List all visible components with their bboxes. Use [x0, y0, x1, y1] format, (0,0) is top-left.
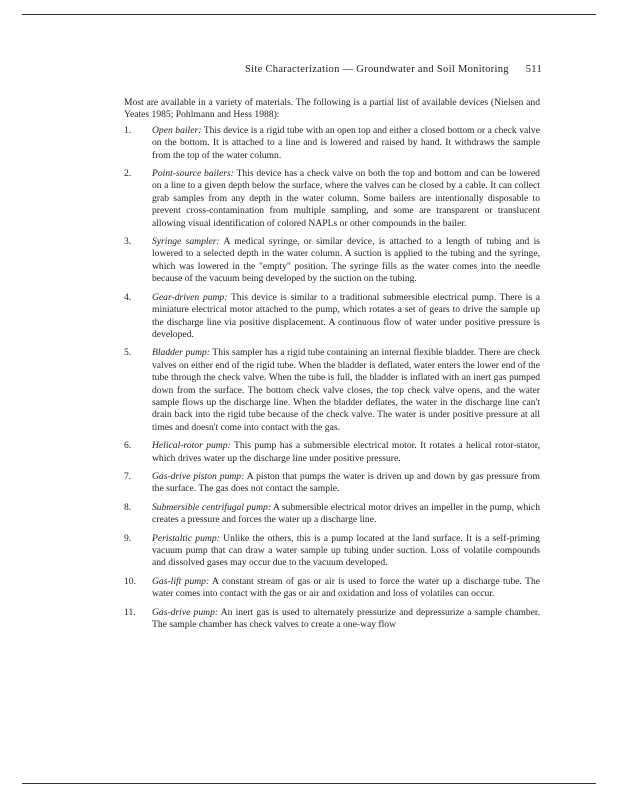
page-body [124, 97, 540, 637]
list-item-term: Gas-lift pump: [152, 575, 210, 587]
list-item [124, 125, 540, 162]
list-item-text: A submersible electrical motor drives an impeller in the pump, which creates a pressure and forces the water up a discharge line. [152, 501, 540, 526]
list-item-text: Unlike the others, this is a pump located at the land surface. It is a self-priming vacuum pump that can draw a water sample up tubing under suction. Loss of volatile compounds and dissolved gases may occur due to the vacuum developed. [152, 532, 540, 569]
list-item [124, 236, 540, 286]
list-item-number: 8. [124, 501, 132, 513]
list-item [124, 576, 540, 601]
top-rule [22, 14, 596, 15]
list-item-text: This device is similar to a traditional submersible electrical pump. There is a miniature electrical motor attached to the pump, which rotates a set of gears to drive the sample up the discharge line via positive displacement. A continuous flow of water under positive pressure is developed. [152, 291, 540, 340]
running-head [245, 64, 542, 75]
list-item-text: This pump has a submersible electrical motor. It rotates a helical rotor-stator, which drives water up the discharge line under positive pressure. [152, 440, 540, 464]
list-item-term: Gas-drive piston pump: [152, 470, 245, 482]
running-head-title: Site Characterization — Groundwater and Soil Monitoring [245, 64, 509, 75]
list-item-term: Helical-rotor pump: [152, 440, 231, 452]
list-item [124, 471, 540, 496]
sampling-device-list [124, 125, 540, 632]
list-item-number: 6. [124, 440, 132, 452]
list-item-term: Point-source bailers: [152, 168, 234, 180]
list-item-number: 1. [124, 124, 132, 136]
list-item [124, 607, 540, 632]
list-item-number: 11. [124, 606, 136, 618]
list-item [124, 168, 540, 230]
list-item-term: Peristaltic pump: [152, 532, 220, 544]
list-item [124, 533, 540, 570]
list-item-number: 10. [124, 575, 136, 587]
list-item-text: This sampler has a rigid tube containing an internal flexible bladder. There are check valves on either end of the rigid tube. When the bladder is deflated, water enters the lower end of the tube through the check valve. When the tube is full, the bladder is inflated with an inert gas pumped down from the surface. The bottom check valve closes, the top check valve opens, and the water sample flows up the discharge line. When the bladder deflates, the water in the discharge line can't drain back into the rigid tube because of the check valve. The water is under positive pressure at all times and doesn't come into contact with the gas. [152, 347, 540, 433]
list-item-number: 2. [124, 168, 132, 180]
list-item-term: Gas-drive pump: [152, 606, 219, 618]
list-item-number: 3. [124, 236, 132, 248]
bottom-rule [22, 783, 596, 784]
list-item-text: A constant stream of gas or air is used to force the water up a discharge tube. The water comes into contact with the gas or air and oxidation and loss of volatiles can occur. [152, 575, 540, 600]
intro-paragraph: Most are available in a variety of materials. The following is a partial list of available devices (Nielsen and Yeates 1985; Pohlmann and Hess 1988): [124, 97, 540, 121]
list-item-number: 9. [124, 532, 132, 544]
list-item-term: Bladder pump: [152, 347, 210, 359]
list-item [124, 502, 540, 527]
list-item [124, 292, 540, 342]
list-item [124, 440, 540, 465]
list-item-text: This device has a check valve on both the top and bottom and can be lowered on a line to a given depth below the surface, where the valves can be closed by a cable. It can collect grab samples from any depth in the water column. Some bailers are intentionally disposable to prevent cross-contamination from multiple sampling, and some are transparent or translucent allowing visual identification of colored NAPLs or other compounds in the bailer. [152, 168, 540, 229]
list-item-text: A piston that pumps the water is driven up and down by gas pressure from the surface. The gas does not contact the sample. [152, 470, 540, 495]
list-item-text: This device is a rigid tube with an open top and either a closed bottom or a check valve on the bottom. It is attached to a line and is lowered and raised by hand. It withdraws the sample from the top of the water column. [152, 124, 540, 161]
list-item-text: A medical syringe, or similar device, is attached to a length of tubing and is lowered to a selected depth in the water column. A suction is applied to the tubing and the syringe, which was lowered in the "empty" position. The syringe fills as the water comes into the needle because of the vacuum being developed by the suction on the tubing. [152, 236, 540, 285]
list-item-number: 5. [124, 347, 132, 359]
list-item-term: Syringe sampler: [152, 236, 220, 248]
list-item-number: 7. [124, 470, 132, 482]
page-number: 511 [525, 64, 542, 75]
list-item-term: Gear-driven pump: [152, 291, 228, 303]
list-item-term: Open bailer: [152, 124, 202, 136]
list-item-term: Submersible centrifugal pump: [152, 501, 272, 513]
list-item-number: 4. [124, 291, 132, 303]
list-item-text: An inert gas is used to alternately pressurize and depressurize a sample chamber. The sample chamber has check valves to create a one-way flow [152, 606, 540, 631]
list-item [124, 347, 540, 434]
